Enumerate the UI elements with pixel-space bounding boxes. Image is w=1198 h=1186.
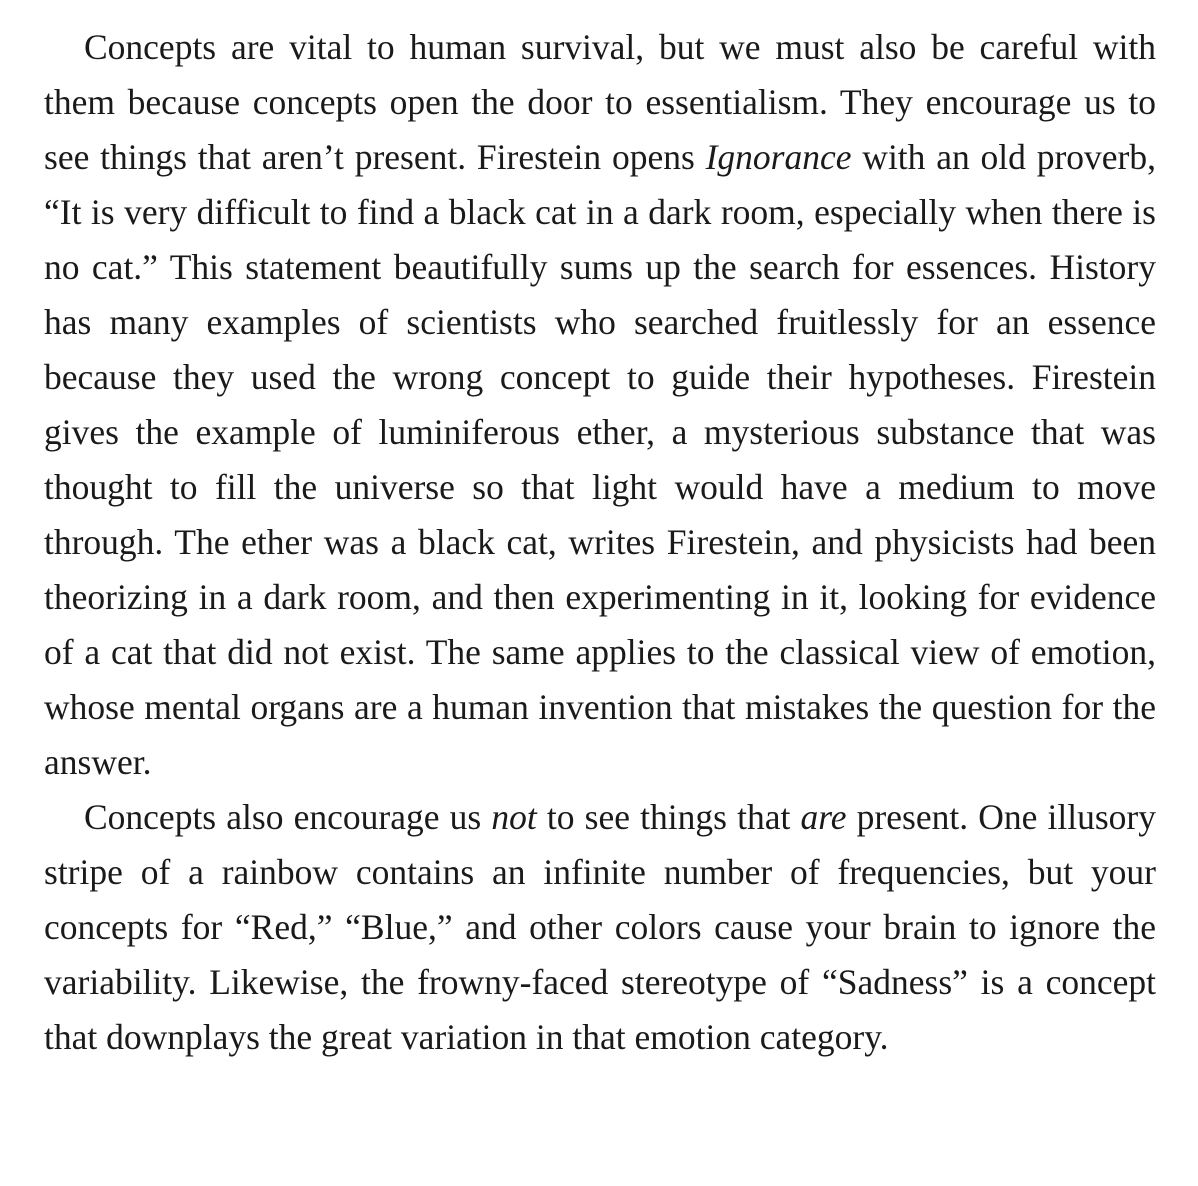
paragraph-1 xyxy=(44,20,1156,790)
paragraph-2-text-end: present. One illusory stripe of a rainbow contains an infinite number of frequencies, but your concepts for “Red,” “Blue,” and other colors cause your brain to ignore the variability. Likewise, the frowny-faced stereotype of “Sadness” is a concept that downplays the great variation in that emotion category. xyxy=(44,797,1157,1057)
paragraph-2 xyxy=(44,790,1156,1065)
paragraph-2-text-middle: to see things that xyxy=(536,797,801,837)
paragraph-1-text: Concepts are vital to human survival, but we must also be careful with them because concepts open the door to essentialism. They encourage us to see things that aren’t present. Firestein opens xyxy=(44,27,1156,177)
emphasis-not: not xyxy=(491,797,537,837)
paragraph-2-text: Concepts also encourage us xyxy=(84,797,492,837)
book-title-ignorance: Ignorance xyxy=(705,137,852,177)
paragraph-1-text-continued: with an old proverb, “It is very difficult to find a black cat in a dark room, especially when there is no cat.” This statement beautifully sums up the search for essences. History has many examples of scientists who searched fruitlessly for an essence because they used the wrong concept to guide their hypotheses. Firestein gives the example of luminiferous ether, a mysterious substance that was thought to fill the universe so that light would have a medium to move through. The ether was a black cat, writes Firestein, and physicists had been theorizing in a dark room, and then experimenting in it, looking for evidence of a cat that did not exist. The same applies to the classical view of emotion, whose mental organs are a human invention that mistakes the question for the answer. xyxy=(44,137,1156,782)
emphasis-are: are xyxy=(800,797,847,837)
